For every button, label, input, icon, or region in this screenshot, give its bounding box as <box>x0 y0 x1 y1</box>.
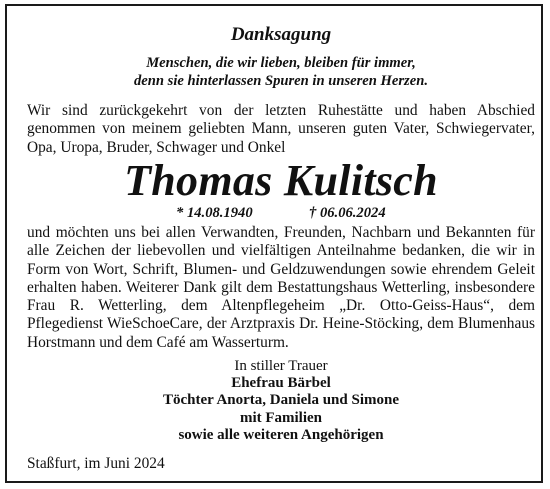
mourners-block <box>27 358 535 444</box>
mourner-wife: Ehefrau Bärbel <box>231 375 331 392</box>
memorial-motto <box>27 54 535 90</box>
birth-date: * 14.08.1940 <box>176 205 253 221</box>
obituary-notice <box>5 4 543 483</box>
place-and-date: Staßfurt, im Juni 2024 <box>27 455 165 472</box>
motto-line-2: denn sie hinterlassen Spuren in unseren Herzen. <box>134 73 428 89</box>
life-dates <box>27 204 535 224</box>
death-date: † 06.06.2024 <box>309 205 386 221</box>
mourner-daughters: Töchter Anorta, Daniela und Simone <box>163 392 399 409</box>
deceased-name: Thomas Kulitsch <box>124 156 438 205</box>
notice-heading: Danksagung <box>230 24 332 45</box>
mourner-families: mit Familien <box>239 409 323 426</box>
thanks-paragraph: und möchten uns bei allen Verwandten, Freunden, Nachbarn und Bekannten für alle Zeichen der liebevollen und vielfältigen Anteilnahme bedanken, die wir in Form von Wort, Schrift, Blumen- und Geldzuwendungen sowie ehrendem Geleit erhalten haben. Weiterer Dank gilt dem Bestattungshaus Wetterling, insbesondere Frau R. Wetterling, dem Altenpflegeheim „Dr. Otto-Geiss-Haus“, dem Pflegedienst WieSchoeCare, der Arztpraxis Dr. Heine-Stöcking, dem Blumenhaus Horstmann und dem Café am Wasserturm. <box>27 224 535 351</box>
motto-line-1: Menschen, die wir lieben, bleiben für immer, <box>146 55 416 71</box>
mourner-relatives: sowie alle weiteren Angehörigen <box>178 426 384 443</box>
farewell-paragraph: Wir sind zurückgekehrt von der letzten Ruhestätte und haben Abschied genommen von meinem geliebten Mann, unseren guten Vater, Schwiegervater, Opa, Uropa, Bruder, Schwager und Onkel <box>27 102 535 156</box>
mourning-intro: In stiller Trauer <box>234 358 328 374</box>
